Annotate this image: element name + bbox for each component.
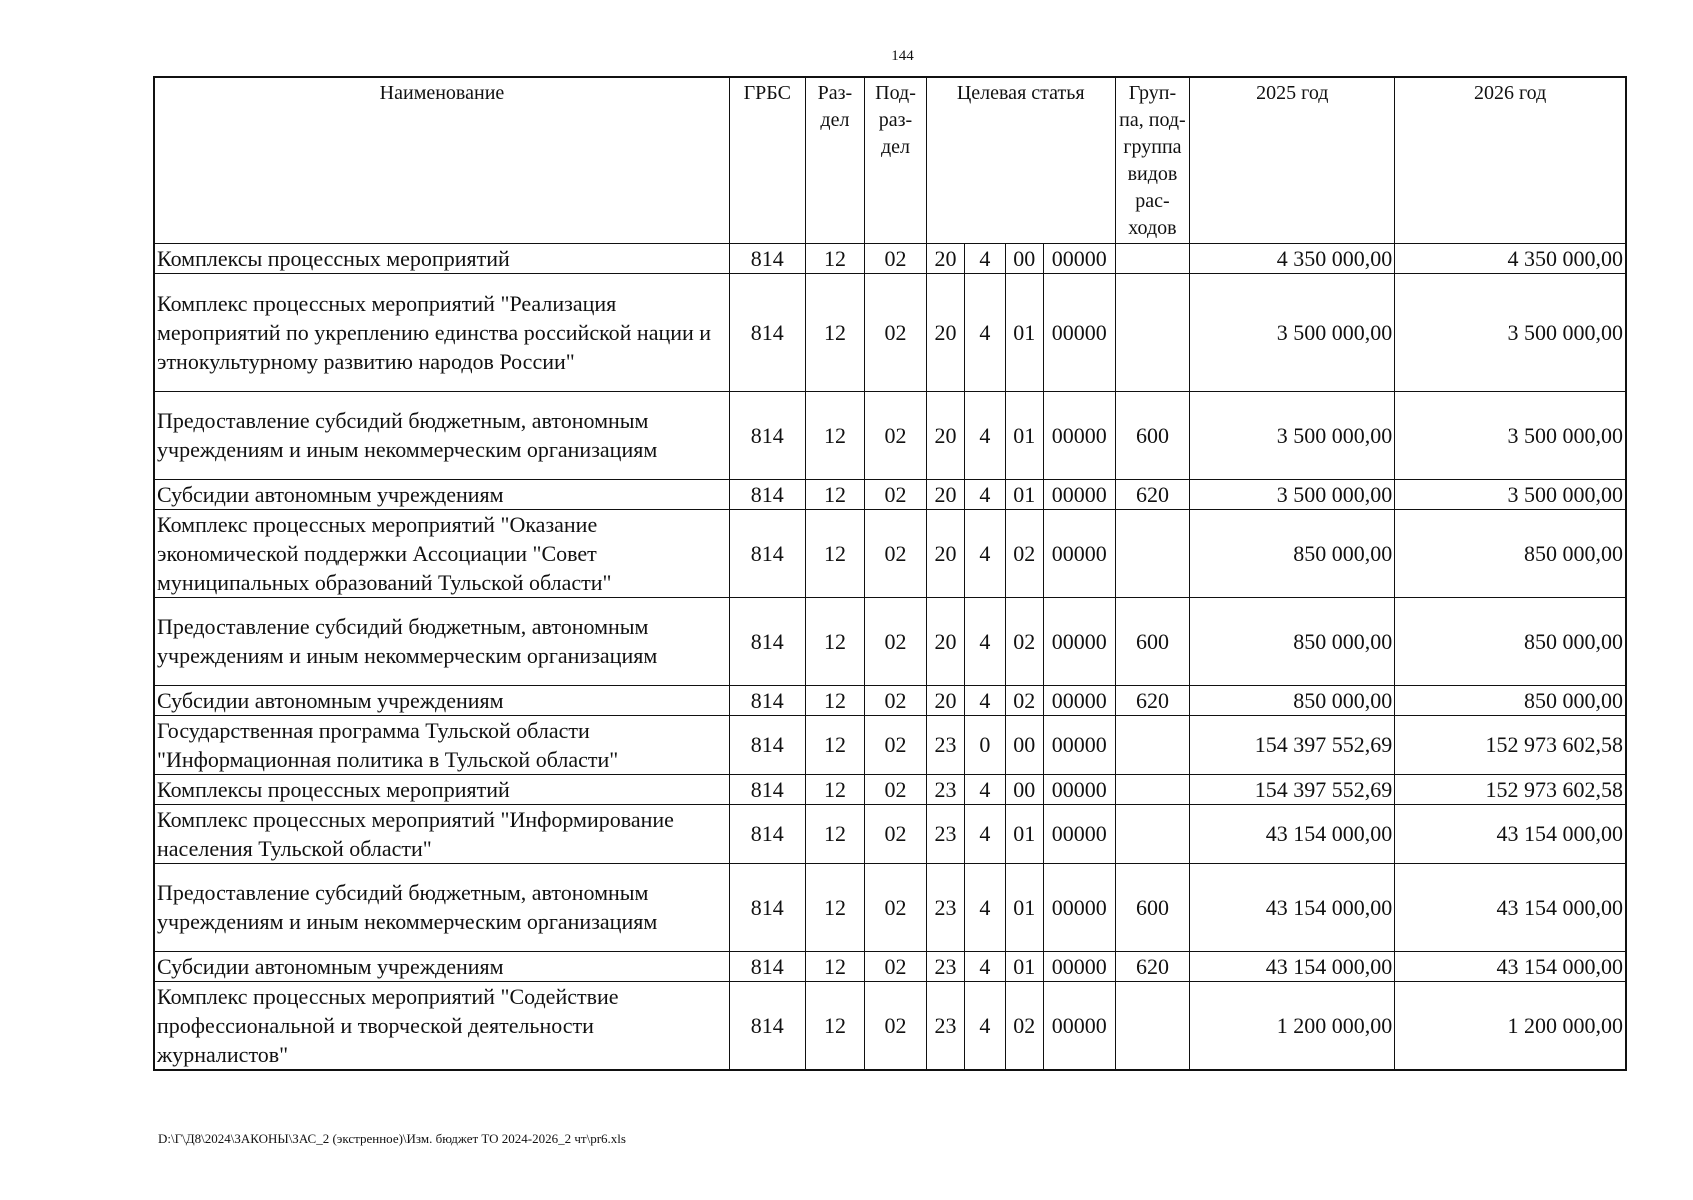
row-target-program: 23 [926,863,964,951]
row-target-program: 20 [926,391,964,479]
table-row [154,863,1626,951]
row-amount-2025: 3 500 000,00 [1190,479,1395,509]
row-target-program: 20 [926,479,964,509]
row-grbs: 814 [729,863,805,951]
row-target-program: 23 [926,981,964,1070]
row-target-item: 00 [1005,243,1043,273]
row-target-item: 01 [1005,804,1043,863]
row-expense-group [1115,981,1190,1070]
row-grbs: 814 [729,273,805,391]
row-name: Предоставление субсидий бюджетным, автономным учреждениям и иным некоммерческим организациям [154,597,729,685]
header-year-2025: 2025 год [1190,77,1395,243]
row-target-type: 4 [965,981,1005,1070]
row-podrazdel: 02 [865,243,927,273]
row-razdel: 12 [805,597,865,685]
row-target-program: 20 [926,273,964,391]
row-target-direction: 00000 [1043,863,1115,951]
row-grbs: 814 [729,804,805,863]
row-grbs: 814 [729,951,805,981]
row-target-direction: 00000 [1043,685,1115,715]
table-row [154,804,1626,863]
row-expense-group [1115,243,1190,273]
row-target-direction: 00000 [1043,391,1115,479]
row-grbs: 814 [729,509,805,597]
row-name: Комплекс процессных мероприятий "Информирование населения Тульской области" [154,804,729,863]
row-razdel: 12 [805,774,865,804]
row-razdel: 12 [805,981,865,1070]
row-name: Комплекс процессных мероприятий "Реализация мероприятий по укреплению единства российской нации и этнокультурному развитию народов России" [154,273,729,391]
table-row [154,715,1626,774]
row-target-type: 4 [965,804,1005,863]
row-amount-2025: 1 200 000,00 [1190,981,1395,1070]
row-expense-group [1115,509,1190,597]
row-grbs: 814 [729,774,805,804]
row-target-program: 20 [926,509,964,597]
row-podrazdel: 02 [865,391,927,479]
row-target-direction: 00000 [1043,951,1115,981]
row-target-direction: 00000 [1043,243,1115,273]
row-podrazdel: 02 [865,479,927,509]
row-expense-group [1115,804,1190,863]
table-row [154,509,1626,597]
row-amount-2025: 154 397 552,69 [1190,715,1395,774]
row-target-item: 02 [1005,509,1043,597]
row-name: Государственная программа Тульской области "Информационная политика в Тульской области" [154,715,729,774]
row-target-type: 4 [965,391,1005,479]
row-grbs: 814 [729,479,805,509]
file-path-footer: D:\Г\Д8\2024\ЗАКОНЫ\ЗАС_2 (экстренное)\Изм. бюджет ТО 2024-2026_2 чт\pr6.xls [158,1131,626,1146]
row-amount-2025: 4 350 000,00 [1190,243,1395,273]
row-target-item: 01 [1005,391,1043,479]
row-target-program: 23 [926,804,964,863]
row-target-type: 4 [965,479,1005,509]
table-body [154,243,1626,1070]
row-target-item: 00 [1005,715,1043,774]
table-row [154,479,1626,509]
row-target-type: 0 [965,715,1005,774]
row-amount-2025: 850 000,00 [1190,509,1395,597]
row-expense-group: 600 [1115,391,1190,479]
row-target-type: 4 [965,863,1005,951]
row-name: Субсидии автономным учреждениям [154,685,729,715]
row-amount-2025: 43 154 000,00 [1190,863,1395,951]
table-row [154,273,1626,391]
row-amount-2025: 43 154 000,00 [1190,951,1395,981]
header-grbs: ГРБС [729,77,805,243]
row-podrazdel: 02 [865,863,927,951]
row-amount-2026: 152 973 602,58 [1395,715,1626,774]
row-amount-2026: 43 154 000,00 [1395,863,1626,951]
row-amount-2026: 850 000,00 [1395,685,1626,715]
row-target-item: 02 [1005,981,1043,1070]
row-amount-2025: 850 000,00 [1190,597,1395,685]
row-target-direction: 00000 [1043,597,1115,685]
row-name: Предоставление субсидий бюджетным, автономным учреждениям и иным некоммерческим организациям [154,391,729,479]
row-name: Комплекс процессных мероприятий "Содействие профессиональной и творческой деятельности журналистов" [154,981,729,1070]
header-year-2026: 2026 год [1395,77,1626,243]
header-name: Наименование [154,77,729,243]
row-razdel: 12 [805,243,865,273]
row-target-type: 4 [965,273,1005,391]
row-expense-group [1115,273,1190,391]
row-razdel: 12 [805,685,865,715]
row-target-program: 23 [926,774,964,804]
row-expense-group: 600 [1115,597,1190,685]
row-target-type: 4 [965,685,1005,715]
row-podrazdel: 02 [865,273,927,391]
row-grbs: 814 [729,685,805,715]
page-number: 144 [891,48,914,64]
row-expense-group: 620 [1115,479,1190,509]
row-amount-2025: 154 397 552,69 [1190,774,1395,804]
row-amount-2026: 3 500 000,00 [1395,273,1626,391]
row-podrazdel: 02 [865,685,927,715]
row-podrazdel: 02 [865,715,927,774]
row-podrazdel: 02 [865,774,927,804]
row-target-program: 23 [926,951,964,981]
row-expense-group: 600 [1115,863,1190,951]
row-expense-group: 620 [1115,951,1190,981]
row-target-direction: 00000 [1043,715,1115,774]
table-row [154,391,1626,479]
row-expense-group [1115,715,1190,774]
row-podrazdel: 02 [865,951,927,981]
row-target-direction: 00000 [1043,981,1115,1070]
row-target-program: 23 [926,715,964,774]
row-target-item: 01 [1005,863,1043,951]
row-razdel: 12 [805,951,865,981]
row-razdel: 12 [805,863,865,951]
row-podrazdel: 02 [865,597,927,685]
row-razdel: 12 [805,273,865,391]
table-row [154,951,1626,981]
row-name: Субсидии автономным учреждениям [154,479,729,509]
row-amount-2026: 850 000,00 [1395,597,1626,685]
table-row [154,981,1626,1070]
table-row [154,243,1626,273]
row-target-item: 02 [1005,685,1043,715]
table-row [154,597,1626,685]
row-target-item: 01 [1005,951,1043,981]
row-name: Комплекс процессных мероприятий "Оказание экономической поддержки Ассоциации "Совет муниципальных образований Тульской области" [154,509,729,597]
table-row [154,774,1626,804]
row-target-direction: 00000 [1043,273,1115,391]
row-target-type: 4 [965,509,1005,597]
row-amount-2026: 1 200 000,00 [1395,981,1626,1070]
row-grbs: 814 [729,243,805,273]
row-grbs: 814 [729,391,805,479]
row-target-type: 4 [965,243,1005,273]
row-expense-group: 620 [1115,685,1190,715]
table-header-row [154,77,1626,243]
row-target-item: 00 [1005,774,1043,804]
row-target-type: 4 [965,951,1005,981]
row-target-type: 4 [965,774,1005,804]
row-razdel: 12 [805,715,865,774]
row-grbs: 814 [729,597,805,685]
row-target-direction: 00000 [1043,804,1115,863]
row-amount-2026: 152 973 602,58 [1395,774,1626,804]
row-target-direction: 00000 [1043,479,1115,509]
row-grbs: 814 [729,715,805,774]
row-target-direction: 00000 [1043,774,1115,804]
row-grbs: 814 [729,981,805,1070]
row-target-program: 20 [926,685,964,715]
row-target-program: 20 [926,597,964,685]
row-amount-2026: 3 500 000,00 [1395,479,1626,509]
row-name: Субсидии автономным учреждениям [154,951,729,981]
row-amount-2026: 43 154 000,00 [1395,951,1626,981]
row-amount-2025: 43 154 000,00 [1190,804,1395,863]
header-target-article: Целевая статья [926,77,1115,243]
row-amount-2025: 3 500 000,00 [1190,391,1395,479]
table-row [154,685,1626,715]
row-razdel: 12 [805,479,865,509]
row-amount-2026: 43 154 000,00 [1395,804,1626,863]
row-target-item: 01 [1005,273,1043,391]
row-name: Предоставление субсидий бюджетным, автономным учреждениям и иным некоммерческим организациям [154,863,729,951]
row-expense-group [1115,774,1190,804]
row-target-type: 4 [965,597,1005,685]
row-razdel: 12 [805,509,865,597]
row-amount-2025: 850 000,00 [1190,685,1395,715]
row-amount-2026: 3 500 000,00 [1395,391,1626,479]
row-podrazdel: 02 [865,804,927,863]
row-name: Комплексы процессных мероприятий [154,774,729,804]
row-razdel: 12 [805,804,865,863]
row-target-direction: 00000 [1043,509,1115,597]
row-podrazdel: 02 [865,509,927,597]
row-amount-2026: 4 350 000,00 [1395,243,1626,273]
header-expense-group: Груп- па, под- группа видов рас- ходов [1115,77,1190,243]
budget-table [153,76,1627,1071]
row-amount-2025: 3 500 000,00 [1190,273,1395,391]
row-name: Комплексы процессных мероприятий [154,243,729,273]
row-target-item: 02 [1005,597,1043,685]
row-target-program: 20 [926,243,964,273]
header-razdel: Раз- дел [805,77,865,243]
row-razdel: 12 [805,391,865,479]
row-amount-2026: 850 000,00 [1395,509,1626,597]
row-target-item: 01 [1005,479,1043,509]
row-podrazdel: 02 [865,981,927,1070]
header-podrazdel: Под- раз- дел [865,77,927,243]
